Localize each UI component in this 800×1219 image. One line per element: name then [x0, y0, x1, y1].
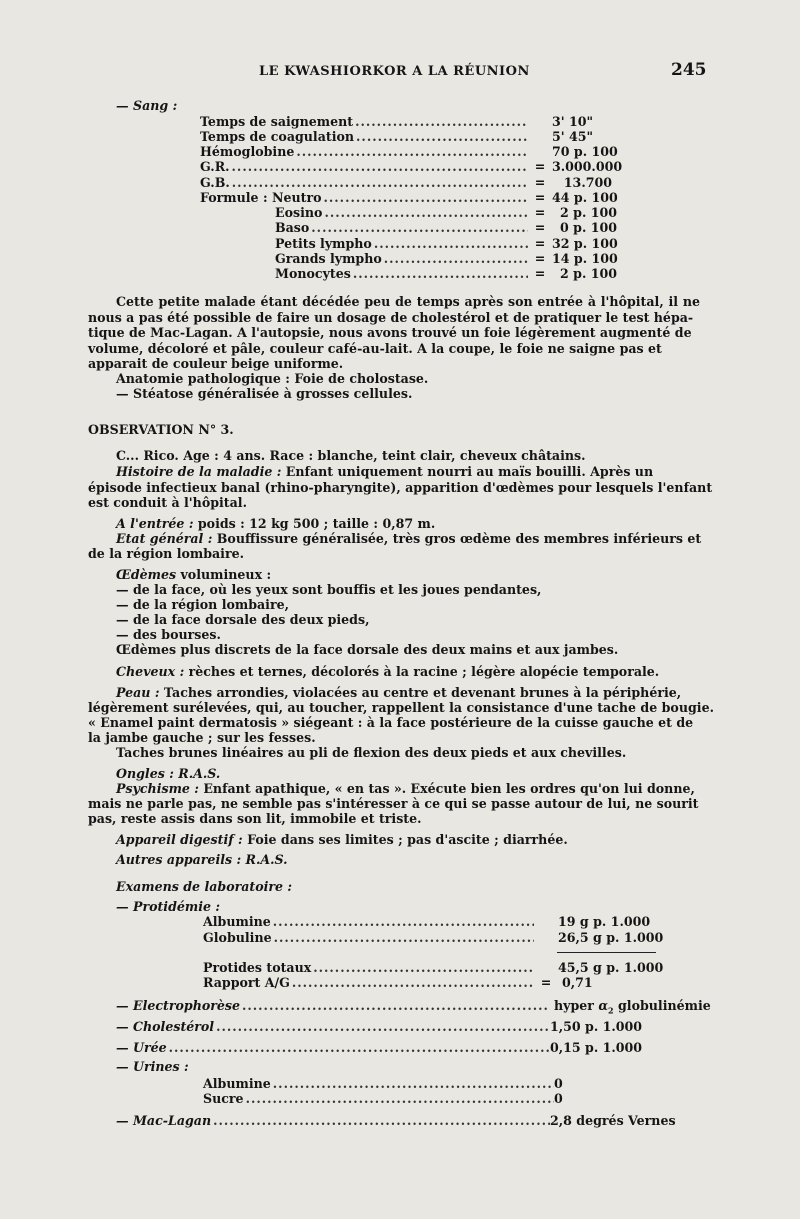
sang-row: Grands lympho ..... = 14 p. 100: [275, 251, 616, 266]
observation-title: OBSERVATION N° 3.: [88, 422, 234, 437]
psychisme-continued: pas, reste assis dans son lit, immobile et triste.: [88, 811, 422, 826]
page-number: 245: [671, 60, 707, 80]
histoire-continued: épisode infectieux banal (rhino-pharyngite), apparition d'œdèmes pour lesquels l'enfant: [88, 480, 713, 495]
protidemie-row: Protides totaux ..... 45,5 g p. 1.000: [203, 960, 656, 975]
sum-rule: [557, 952, 656, 953]
sang-row: Temps de coagulation ..... 5' 45": [200, 129, 616, 144]
sang-heading: — Sang :: [116, 98, 178, 113]
protidemie-row: Globuline ..... 26,5 g p. 1.000: [203, 930, 656, 945]
examens-heading: Examens de laboratoire :: [116, 879, 293, 894]
sang-row: Temps de saignement ..... 3' 10": [200, 114, 616, 129]
cheveux-line: Cheveux : rèches et ternes, décolorés à la racine ; légère alopécie temporale.: [116, 664, 660, 679]
peau-line: Peau : Taches arrondies, violacées au centre et devenant brunes à la périphérie,: [116, 685, 682, 700]
entree-line: A l'entrée : poids : 12 kg 500 ; taille : 0,87 m.: [116, 516, 436, 531]
protidemie-row: Albumine ..... 19 g p. 1.000: [203, 914, 656, 929]
etat-line: Etat général : Bouffissure généralisée, très gros œdème des membres inférieurs et: [116, 531, 702, 546]
histoire-continued: est conduit à l'hôpital.: [88, 495, 247, 510]
sang-row: G.R. ..... = 3.000.000: [200, 159, 616, 174]
appareil-line: Appareil digestif : Foie dans ses limites ; pas d'ascite ; diarrhée.: [116, 832, 568, 847]
urines-heading: — Urines :: [116, 1059, 189, 1074]
oedemes-item: — de la face dorsale des deux pieds,: [116, 612, 370, 627]
patient-line: C... Rico. Age : 4 ans. Race : blanche, teint clair, cheveux châtains.: [116, 448, 586, 463]
protidemie-row: Rapport A/G ..... = 0,71: [203, 975, 656, 990]
histoire-line: Histoire de la maladie : Enfant uniquement nourri au maïs bouilli. Après un: [116, 464, 654, 479]
protidemie-heading: — Protidémie :: [116, 899, 221, 914]
lab-row-maclagan: — Mac-Lagan ..... 2,8 degrés Vernes: [116, 1113, 706, 1128]
peau-after: Taches brunes linéaires au pli de flexion des deux pieds et aux chevilles.: [116, 745, 627, 760]
running-title: LE KWASHIORKOR A LA RÉUNION: [259, 64, 530, 79]
psychisme-continued: mais ne parle pas, ne semble pas s'intéresser à ce qui se passe autour de lui, ne sourit: [88, 796, 699, 811]
sang-row: Petits lympho ..... = 32 p. 100: [275, 236, 616, 251]
sang-row: G.B. ..... = 13.700: [200, 175, 616, 190]
ongles-line: Ongles : R.A.S.: [116, 766, 221, 781]
sang-row: Hémoglobine ..... 70 p. 100: [200, 144, 616, 159]
peau-continued: la jambe gauche ; sur les fesses.: [88, 730, 316, 745]
oedemes-item: — de la région lombaire,: [116, 597, 289, 612]
lab-row-uree: — Urée ..... 0,15 p. 1.000: [116, 1040, 706, 1055]
oedemes-item: — des bourses.: [116, 627, 221, 642]
sang-row: Eosino ..... = 2 p. 100: [275, 205, 616, 220]
urines-row: Albumine ..... 0: [203, 1076, 706, 1091]
autres-line: Autres appareils : R.A.S.: [116, 852, 288, 867]
peau-continued: « Enamel paint dermatosis » siégeant : à la face postérieure de la cuisse gauche et de: [88, 715, 694, 730]
sang-row: Formule : Neutro ..... = 44 p. 100: [200, 190, 616, 205]
peau-continued: légèrement surélevées, qui, au toucher, rappellent la consistance d'une tache de bougie.: [88, 700, 714, 715]
psychisme-line: Psychisme : Enfant apathique, « en tas ». Exécute bien les ordres qu'on lui donne,: [116, 781, 695, 796]
steatose-line: — Stéatose généralisée à grosses cellules.: [116, 386, 413, 401]
etat-continued: de la région lombaire.: [88, 546, 245, 561]
lab-row-cholesterol: — Cholestérol ..... 1,50 p. 1.000: [116, 1019, 706, 1034]
urines-row: Sucre ..... 0: [203, 1091, 706, 1106]
oedemes-after: Œdèmes plus discrets de la face dorsale des deux mains et aux jambes.: [116, 642, 619, 657]
oedemes-heading: Œdèmes volumineux :: [116, 567, 272, 582]
sang-row: Baso ..... = 0 p. 100: [275, 220, 616, 235]
sang-row: Monocytes ..... = 2 p. 100: [275, 266, 616, 281]
autopsy-paragraph: Cette petite malade étant décédée peu de temps après son entrée à l'hôpital, il ne nous a pas été possible de faire un dosage de cholestérol et de pratiquer le test hépa- tique de Mac-Lagan. A l'autopsie, nous avons trouvé un foie légèrement augmenté de volume, décoloré et pâle, couleur café-au-lait. A la coupe, le foie ne saigne pas et apparait de couleur beige uniforme.: [88, 294, 700, 372]
lab-row-electrophorese: — Electrophorèse ..... hyper $\alpha_2$ globulinémie: [116, 998, 706, 1016]
oedemes-item: — de la face, où les yeux sont bouffis et les joues pendantes,: [116, 582, 542, 597]
anatomie-line: Anatomie pathologique : Foie de cholostase.: [116, 371, 429, 386]
